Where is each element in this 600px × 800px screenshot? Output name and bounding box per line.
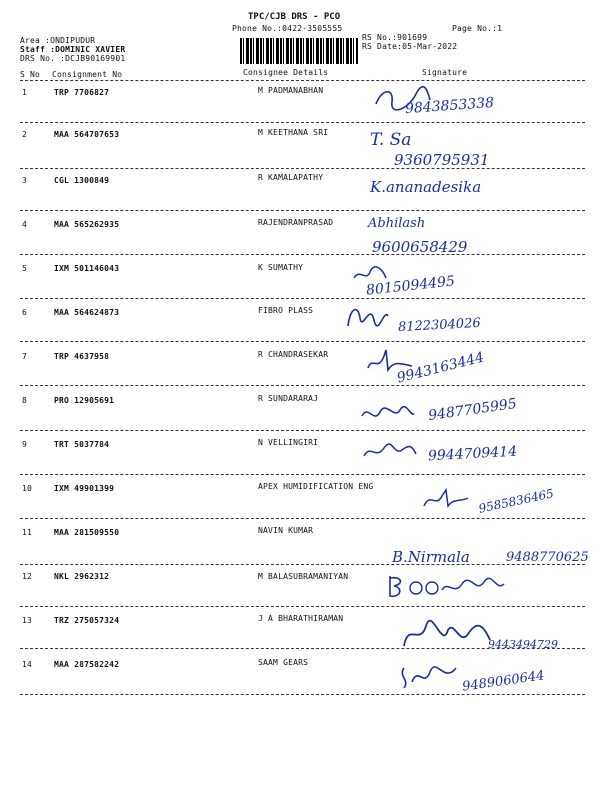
row-12-consignee: M BALASUBRAMANIYAN	[258, 572, 349, 581]
row-2-consignee: M KEETHANA SRI	[258, 128, 329, 137]
row-14-sno: 14	[22, 660, 33, 669]
row-7-divider	[20, 385, 585, 386]
row-11-divider	[20, 564, 585, 565]
row-4-divider	[20, 254, 585, 255]
row-7-consignment: TRP 4637958	[54, 352, 110, 361]
row-5-consignee: K SUMATHY	[258, 263, 304, 272]
drs-label: DRS No. :	[20, 54, 66, 63]
row-11-signature-phone: 9488770625	[506, 550, 589, 565]
row-14-consignment: MAA 287582242	[54, 660, 120, 669]
row-13-sno: 13	[22, 616, 33, 625]
rs-number: RS No.:901699	[362, 33, 428, 42]
row-3-divider	[20, 210, 585, 211]
col-consignment-header: Consignment No	[52, 70, 123, 79]
drs-row	[20, 54, 125, 63]
row-4-consignment: MAA 565262935	[54, 220, 120, 229]
row-10-consignment: IXM 49901399	[54, 484, 115, 493]
row-14-signature-phone: 9489060644	[461, 668, 546, 695]
row-13-consignment: TRZ 275057324	[54, 616, 120, 625]
row-2-sno: 2	[22, 130, 28, 139]
row-11-sno: 11	[22, 528, 33, 537]
row-12-sno: 12	[22, 572, 33, 581]
row-14-consignee: SAAM GEARS	[258, 658, 309, 667]
row-6-consignee: FIBRO PLASS	[258, 306, 314, 315]
row-11-consignment: MAA 281509550	[54, 528, 120, 537]
row-5-consignment: IXM 501146043	[54, 264, 120, 273]
row-9-divider	[20, 474, 585, 475]
row-2-divider	[20, 168, 585, 169]
row-13-divider	[20, 648, 585, 649]
row-1-consignee: M PADMANABHAN	[258, 86, 324, 95]
area-row	[20, 36, 95, 45]
staff-label: Staff :	[20, 45, 56, 54]
row-1-divider	[20, 122, 585, 123]
row-8-sno: 8	[22, 396, 28, 405]
row-10-signature-scribble	[420, 486, 470, 512]
row-2-signature-phone: 9360795931	[394, 151, 490, 169]
row-1-consignment: TRP 7706827	[54, 88, 110, 97]
row-11-signature-name: B.Nirmala	[392, 548, 470, 566]
row-1-signature-phone: 9843853338	[404, 94, 495, 118]
row-12-consignment: NKL 2962312	[54, 572, 110, 581]
row-8-signature-scribble	[360, 402, 416, 426]
rs-date: RS Date:05-Mar-2022	[362, 42, 458, 51]
row-3-consignment: CGL 1300849	[54, 176, 110, 185]
row-9-consignee: N VELLINGIRI	[258, 438, 319, 447]
row-1-signature-scribble	[372, 84, 432, 114]
row-8-divider	[20, 430, 585, 431]
phone-number: Phone No.:0422-3505555	[232, 24, 343, 33]
row-9-consignment: TRT 5037784	[54, 440, 110, 449]
row-9-signature-phone: 9944709414	[427, 443, 518, 465]
area-label: Area :	[20, 36, 51, 45]
row-8-consignment: PRO 12905691	[54, 396, 115, 405]
row-7-sno: 7	[22, 352, 28, 361]
drs-value: DCJB90169901	[65, 54, 126, 63]
row-9-signature-scribble	[362, 440, 418, 464]
row-10-divider	[20, 518, 585, 519]
row-12-divider	[20, 606, 585, 607]
barcode-image	[240, 38, 358, 64]
row-14-signature-scribble	[396, 660, 460, 694]
row-12-signature-scribble	[386, 572, 522, 602]
sheet-title: TPC/CJB DRS - PCO	[248, 12, 341, 22]
row-8-consignee: R SUNDARARAJ	[258, 394, 319, 403]
row-6-signature-phone: 8122304026	[397, 315, 482, 336]
row-10-signature-phone: 9585836465	[477, 486, 555, 516]
row-6-signature-scribble	[344, 298, 390, 332]
col-consignee-header: Consignee Details	[243, 68, 329, 77]
row-10-sno: 10	[22, 484, 33, 493]
row-13-signature-phone: 9443494729	[488, 638, 558, 651]
row-4-sno: 4	[22, 220, 28, 229]
row-3-consignee: R KAMALAPATHY	[258, 173, 324, 182]
row-8-signature-phone: 9487705995	[427, 395, 518, 425]
row-4-consignee: RAJENDRANPRASAD	[258, 218, 334, 227]
row-7-signature-phone: 9943163444	[395, 349, 486, 387]
row-2-consignment: MAA 564707653	[54, 130, 120, 139]
row-3-signature-name: K.ananadesika	[370, 178, 482, 196]
row-6-sno: 6	[22, 308, 28, 317]
row-5-sno: 5	[22, 264, 28, 273]
staff-row	[20, 45, 125, 54]
row-4-signature-phone: 9600658429	[372, 238, 468, 256]
row-10-consignee: APEX HUMIDIFICATION ENG	[258, 482, 374, 491]
row-5-divider	[20, 298, 585, 299]
row-13-consignee: J A BHARATHIRAMAN	[258, 614, 344, 623]
row-11-consignee: NAVIN KUMAR	[258, 526, 314, 535]
row-4-signature-name: Abhilash	[368, 216, 426, 231]
row-1-sno: 1	[22, 88, 28, 97]
row-6-consignment: MAA 564624873	[54, 308, 120, 317]
row-13-signature-scribble	[398, 616, 494, 656]
row-2-signature-name: T. Sa	[370, 130, 412, 150]
staff-value: DOMINIC XAVIER	[55, 45, 126, 54]
col-sno-header: S No	[20, 70, 41, 79]
row-9-sno: 9	[22, 440, 28, 449]
area-value: ONDIPUDUR	[50, 36, 96, 45]
row-6-divider	[20, 341, 585, 342]
header-divider	[20, 80, 585, 81]
col-signature-header: Signature	[422, 68, 468, 77]
row-3-sno: 3	[22, 176, 28, 185]
page-number: Page No.:1	[452, 24, 503, 33]
row-5-signature-phone: 8015094495	[365, 273, 456, 299]
row-14-divider	[20, 694, 585, 695]
row-7-consignee: R CHANDRASEKAR	[258, 350, 329, 359]
